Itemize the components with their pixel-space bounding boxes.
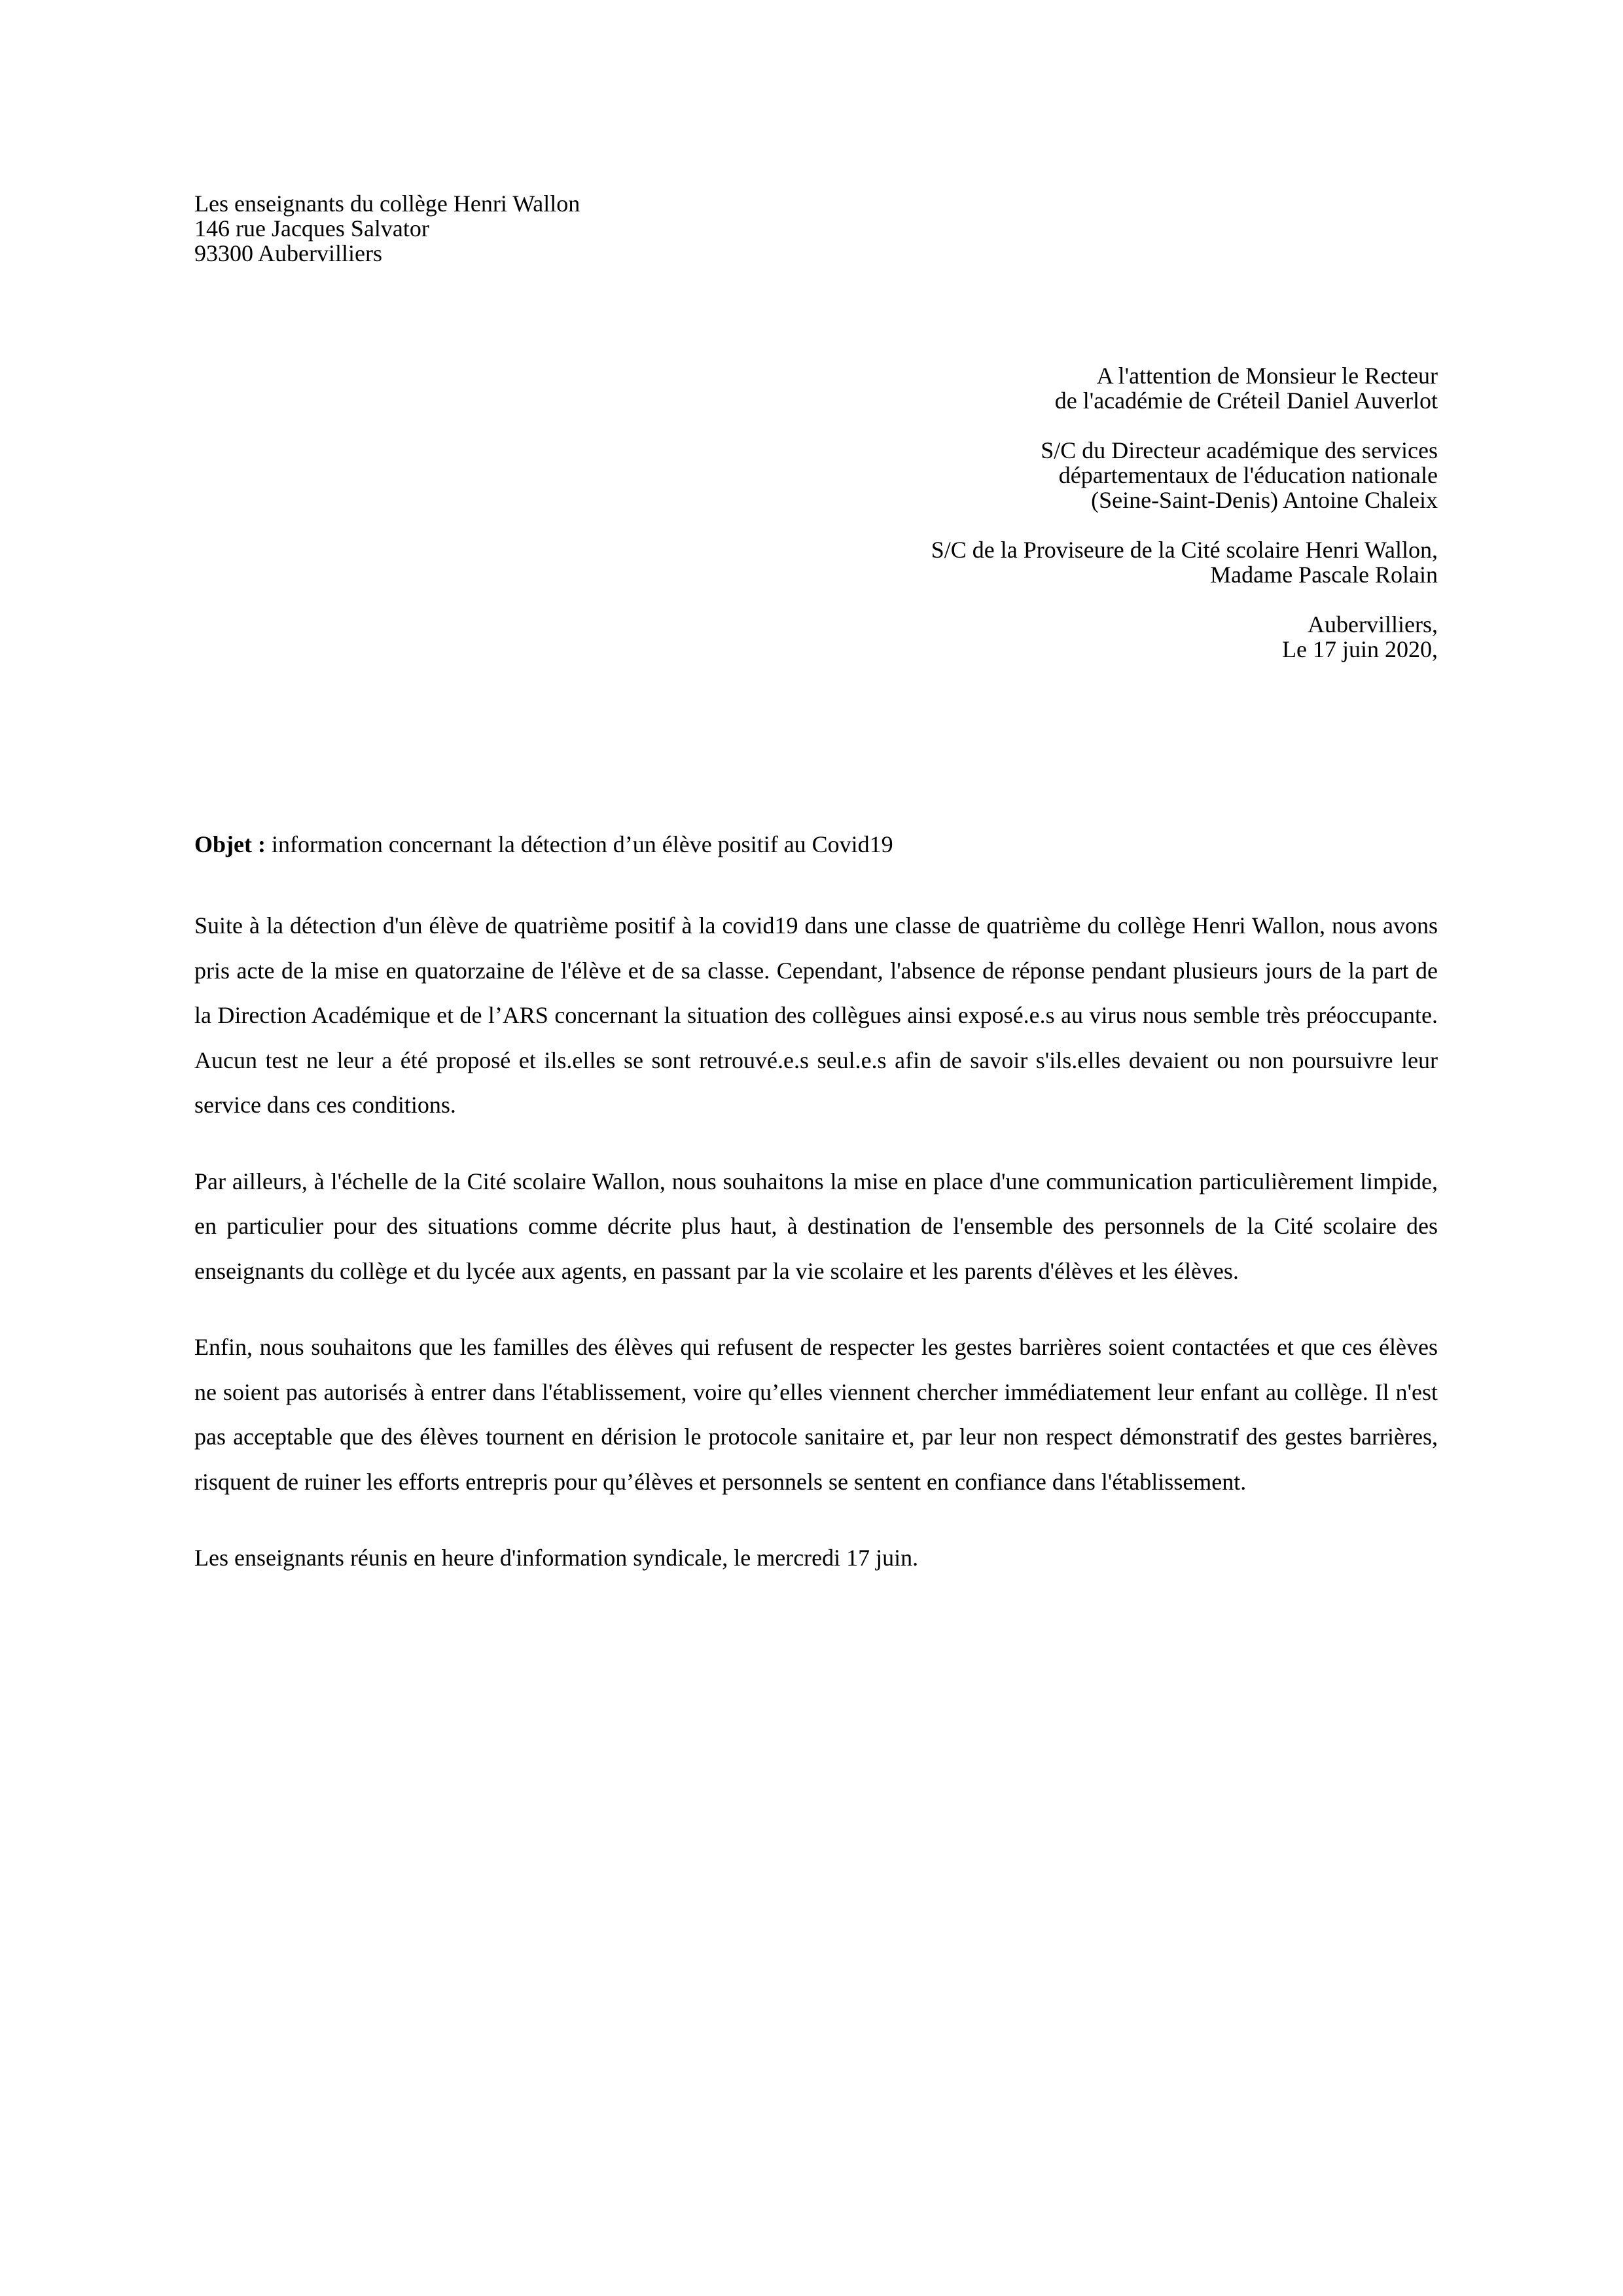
letter-body [194,903,1438,1612]
sender-street: 146 rue Jacques Salvator [194,215,429,242]
signature-line: Les enseignants réunis en heure d'information syndicale, le mercredi 17 juin. [194,1545,919,1571]
recipient-block [931,363,1438,687]
recipient-line: S/C de la Proviseure de la Cité scolaire Henri Wallon, [931,537,1438,563]
sender-address [194,191,580,266]
subject-text: information concernant la détection d’un élève positif au Covid19 [265,831,893,857]
place: Aubervilliers, [1308,611,1438,637]
recipient-line: départementaux de l'éducation nationale [1058,462,1438,488]
recipient-proviseure [931,537,1438,587]
subject-line [194,831,893,857]
body-paragraph-2: Par ailleurs, à l'échelle de la Cité scolaire Wallon, nous souhaitons la mise en place d'une communication particulièrement limpide, en particulier pour des situations comme décrite plus haut, à destination de l'ensemble des personnels de la Cité scolaire des enseignants du collège et du lycée aux agents, en passant par la vie scolaire et les parents d'élèves et les élèves. [194,1168,1438,1284]
recipient-dasen [931,438,1438,512]
recipient-line: A l'attention de Monsieur le Recteur [1096,363,1438,389]
body-paragraph-3: Enfin, nous souhaitons que les familles des élèves qui refusent de respecter les gestes barrières soient contactées et que ces élèves ne soient pas autorisés à entrer dans l'établissement, voire qu’elles viennent chercher immédiatement leur enfant au collège. Il n'est pas acceptable que des élèves tournent en dérision le protocole sanitaire et, par leur non respect démonstratif des gestes barrières, risquent de ruiner les efforts entrepris pour qu’élèves et personnels se sentent en confiance dans l'établissement. [194,1334,1438,1495]
sender-city: 93300 Aubervilliers [194,240,382,266]
body-paragraph-1: Suite à la détection d'un élève de quatrième positif à la covid19 dans une classe de quatrième du collège Henri Wallon, nous avons pris acte de la mise en quatorzaine de l'élève et de sa classe. Cependant, l'absence de réponse pendant plusieurs jours de la part de la Direction Académique et de l’ARS concernant la situation des collègues ainsi exposé.e.s au virus nous semble très préoccupante. Aucun test ne leur a été proposé et ils.elles se sont retrouvé.e.s seul.e.s afin de savoir s'ils.elles devaient ou non poursuivre leur service dans ces conditions. [194,912,1438,1118]
recipient-line: (Seine-Saint-Denis) Antoine Chaleix [1091,487,1438,513]
recipient-recteur [931,363,1438,413]
recipient-line: de l'académie de Créteil Daniel Auverlot [1054,387,1438,414]
date: Le 17 juin 2020, [1282,636,1438,662]
recipient-line: S/C du Directeur académique des services [1041,437,1438,463]
subject-label: Objet : [194,831,266,857]
place-date [931,612,1438,662]
sender-name: Les enseignants du collège Henri Wallon [194,190,580,217]
recipient-line: Madame Pascale Rolain [1210,562,1438,588]
